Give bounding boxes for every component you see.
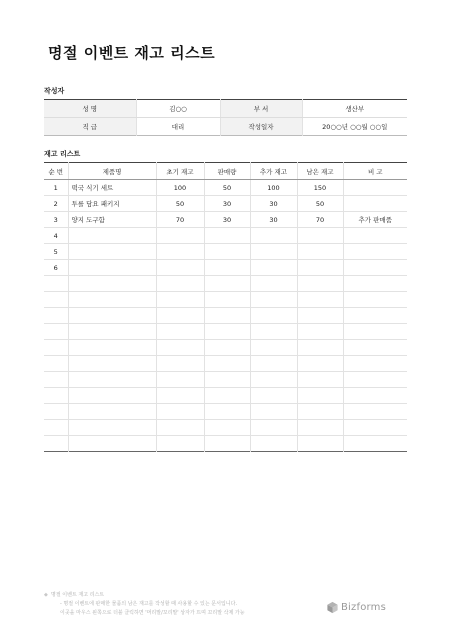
table-row	[44, 292, 407, 308]
note-cell[interactable]	[343, 260, 407, 276]
product-name-cell[interactable]: 양지 도구함	[68, 212, 156, 228]
sold-cell[interactable]	[204, 404, 250, 420]
row-number[interactable]	[44, 356, 68, 372]
remaining-stock-cell[interactable]	[297, 388, 343, 404]
note-cell[interactable]	[343, 196, 407, 212]
row-number[interactable]: 3	[44, 212, 68, 228]
table-row	[44, 420, 407, 436]
header-remaining-stock: 남은 재고	[297, 163, 343, 180]
table-row	[44, 212, 407, 228]
added-stock-cell[interactable]	[250, 388, 297, 404]
initial-stock-cell[interactable]	[156, 260, 204, 276]
remaining-stock-cell[interactable]	[297, 324, 343, 340]
remaining-stock-cell[interactable]	[297, 276, 343, 292]
note-cell[interactable]	[343, 324, 407, 340]
bizforms-logo	[326, 601, 386, 614]
remaining-stock-cell[interactable]	[297, 340, 343, 356]
added-stock-cell[interactable]: 30	[250, 196, 297, 212]
department-value[interactable]: 생산부	[302, 100, 407, 118]
remaining-stock-cell[interactable]: 50	[297, 196, 343, 212]
row-number[interactable]	[44, 404, 68, 420]
row-number[interactable]	[44, 420, 68, 436]
header-initial-stock: 초기 재고	[156, 163, 204, 180]
product-name-cell[interactable]	[68, 260, 156, 276]
note-cell[interactable]	[343, 244, 407, 260]
date-value[interactable]: 20○○년 ○○월 ○○일	[302, 118, 407, 136]
remaining-stock-cell[interactable]	[297, 292, 343, 308]
remaining-stock-cell[interactable]	[297, 228, 343, 244]
table-row	[44, 244, 407, 260]
name-label: 성 명	[44, 100, 136, 118]
note-cell[interactable]	[343, 180, 407, 196]
added-stock-cell[interactable]	[250, 260, 297, 276]
sold-cell[interactable]	[204, 372, 250, 388]
table-row	[44, 436, 407, 452]
remaining-stock-cell[interactable]	[297, 436, 343, 452]
table-row	[44, 308, 407, 324]
table-row	[44, 228, 407, 244]
product-name-cell[interactable]: 떡국 식기 세트	[68, 180, 156, 196]
sold-cell[interactable]	[204, 324, 250, 340]
table-row	[44, 260, 407, 276]
note-cell[interactable]	[343, 436, 407, 452]
position-value[interactable]: 대리	[136, 118, 220, 136]
table-row	[44, 180, 407, 196]
note-cell[interactable]	[343, 356, 407, 372]
table-row	[44, 276, 407, 292]
added-stock-cell[interactable]: 100	[250, 180, 297, 196]
remaining-stock-cell[interactable]	[297, 244, 343, 260]
added-stock-cell[interactable]	[250, 244, 297, 260]
inventory-table	[44, 162, 407, 452]
row-number[interactable]	[44, 388, 68, 404]
sold-cell[interactable]: 50	[204, 180, 250, 196]
added-stock-cell[interactable]	[250, 372, 297, 388]
product-name-cell[interactable]	[68, 276, 156, 292]
remaining-stock-cell[interactable]	[297, 356, 343, 372]
initial-stock-cell[interactable]	[156, 372, 204, 388]
inventory-header-row	[44, 163, 407, 180]
note-cell[interactable]	[343, 340, 407, 356]
added-stock-cell[interactable]	[250, 420, 297, 436]
added-stock-cell[interactable]: 30	[250, 212, 297, 228]
sold-cell[interactable]	[204, 436, 250, 452]
row-number[interactable]: 5	[44, 244, 68, 260]
row-number[interactable]	[44, 372, 68, 388]
sold-cell[interactable]	[204, 260, 250, 276]
remaining-stock-cell[interactable]: 150	[297, 180, 343, 196]
date-label: 작성일자	[220, 118, 302, 136]
initial-stock-cell[interactable]: 100	[156, 180, 204, 196]
initial-stock-cell[interactable]	[156, 292, 204, 308]
sold-cell[interactable]	[204, 228, 250, 244]
footer-heading: 명절 이벤트 재고 리스트	[51, 592, 105, 598]
initial-stock-cell[interactable]	[156, 308, 204, 324]
sold-cell[interactable]	[204, 356, 250, 372]
initial-stock-cell[interactable]	[156, 356, 204, 372]
initial-stock-cell[interactable]	[156, 420, 204, 436]
note-cell[interactable]: 추가 판매품	[343, 212, 407, 228]
product-name-cell[interactable]	[68, 404, 156, 420]
product-name-cell[interactable]	[68, 356, 156, 372]
header-product-name: 제품명	[68, 163, 156, 180]
header-no: 순 번	[44, 163, 68, 180]
sold-cell[interactable]	[204, 388, 250, 404]
row-number[interactable]	[44, 340, 68, 356]
product-name-cell[interactable]	[68, 436, 156, 452]
product-name-cell[interactable]	[68, 388, 156, 404]
table-row	[44, 372, 407, 388]
initial-stock-cell[interactable]	[156, 340, 204, 356]
note-cell[interactable]	[343, 404, 407, 420]
row-number[interactable]	[44, 308, 68, 324]
remaining-stock-cell[interactable]	[297, 420, 343, 436]
note-cell[interactable]	[343, 388, 407, 404]
sold-cell[interactable]: 30	[204, 196, 250, 212]
added-stock-cell[interactable]	[250, 308, 297, 324]
table-row	[44, 324, 407, 340]
header-sold: 판매량	[204, 163, 250, 180]
row-number[interactable]: 1	[44, 180, 68, 196]
added-stock-cell[interactable]	[250, 292, 297, 308]
product-name-cell[interactable]	[68, 324, 156, 340]
row-number[interactable]: 4	[44, 228, 68, 244]
product-name-cell[interactable]	[68, 228, 156, 244]
footer-note	[44, 591, 245, 618]
author-info-table	[44, 99, 407, 136]
inventory-section-label: 재고 리스트	[44, 150, 81, 158]
added-stock-cell[interactable]	[250, 324, 297, 340]
added-stock-cell[interactable]	[250, 228, 297, 244]
initial-stock-cell[interactable]: 50	[156, 196, 204, 212]
header-added-stock: 추가 재고	[250, 163, 297, 180]
remaining-stock-cell[interactable]	[297, 260, 343, 276]
product-name-cell[interactable]: 투를 담요 패키지	[68, 196, 156, 212]
sold-cell[interactable]	[204, 276, 250, 292]
initial-stock-cell[interactable]	[156, 388, 204, 404]
product-name-cell[interactable]	[68, 340, 156, 356]
initial-stock-cell[interactable]	[156, 228, 204, 244]
footer-line-1: - 명절 이벤트에 판매한 물품의 남은 재고를 작성할 때 사용할 수 있는 문서입니다.	[60, 601, 238, 607]
product-name-cell[interactable]	[68, 372, 156, 388]
row-number[interactable]: 6	[44, 260, 68, 276]
author-info-row	[44, 100, 407, 118]
remaining-stock-cell[interactable]: 70	[297, 212, 343, 228]
page-title: 명절 이벤트 재고 리스트	[48, 44, 216, 62]
sold-cell[interactable]	[204, 340, 250, 356]
added-stock-cell[interactable]	[250, 356, 297, 372]
note-cell[interactable]	[343, 372, 407, 388]
initial-stock-cell[interactable]	[156, 244, 204, 260]
product-name-cell[interactable]	[68, 308, 156, 324]
sold-cell[interactable]	[204, 292, 250, 308]
table-row	[44, 404, 407, 420]
table-row	[44, 356, 407, 372]
table-row	[44, 340, 407, 356]
position-label: 직 급	[44, 118, 136, 136]
author-section-label: 작성자	[44, 87, 65, 95]
product-name-cell[interactable]	[68, 292, 156, 308]
added-stock-cell[interactable]	[250, 436, 297, 452]
sold-cell[interactable]	[204, 244, 250, 260]
remaining-stock-cell[interactable]	[297, 308, 343, 324]
note-cell[interactable]	[343, 276, 407, 292]
sold-cell[interactable]	[204, 308, 250, 324]
row-number[interactable]	[44, 276, 68, 292]
added-stock-cell[interactable]	[250, 404, 297, 420]
initial-stock-cell[interactable]	[156, 404, 204, 420]
note-cell[interactable]	[343, 420, 407, 436]
footer-line-2[interactable]: 이곳을 마우스 왼쪽으로 더블 클릭하면 '머리말/꼬리말' 상자가 뜨며 꼬리말 삭제 가능	[60, 610, 245, 616]
note-cell[interactable]	[343, 308, 407, 324]
table-row	[44, 388, 407, 404]
header-note: 비 고	[343, 163, 407, 180]
department-label: 부 서	[220, 100, 302, 118]
initial-stock-cell[interactable]	[156, 436, 204, 452]
author-info-row	[44, 118, 407, 136]
initial-stock-cell[interactable]	[156, 276, 204, 292]
bizforms-cube-icon	[326, 601, 339, 614]
initial-stock-cell[interactable]	[156, 324, 204, 340]
note-cell[interactable]	[343, 228, 407, 244]
added-stock-cell[interactable]	[250, 340, 297, 356]
sold-cell[interactable]	[204, 420, 250, 436]
row-number[interactable]	[44, 324, 68, 340]
table-row	[44, 196, 407, 212]
product-name-cell[interactable]	[68, 244, 156, 260]
name-value[interactable]: 김○○	[136, 100, 220, 118]
row-number[interactable]: 2	[44, 196, 68, 212]
brand-name: Bizforms	[341, 602, 387, 613]
added-stock-cell[interactable]	[250, 276, 297, 292]
row-number[interactable]	[44, 292, 68, 308]
remaining-stock-cell[interactable]	[297, 372, 343, 388]
note-cell[interactable]	[343, 292, 407, 308]
initial-stock-cell[interactable]: 70	[156, 212, 204, 228]
product-name-cell[interactable]	[68, 420, 156, 436]
row-number[interactable]	[44, 436, 68, 452]
diamond-bullet-icon: ◆	[44, 592, 48, 598]
sold-cell[interactable]: 30	[204, 212, 250, 228]
remaining-stock-cell[interactable]	[297, 404, 343, 420]
